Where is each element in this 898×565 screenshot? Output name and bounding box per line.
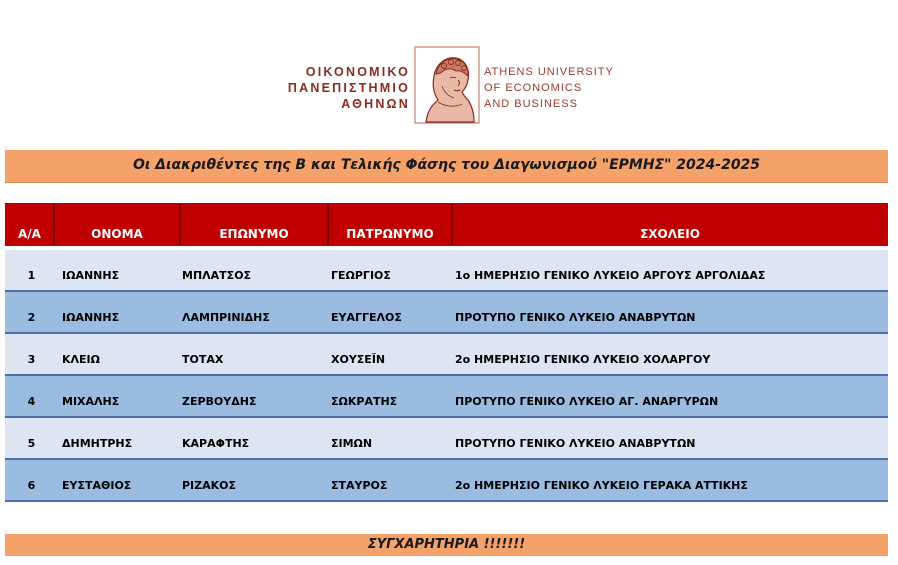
logo-greek-line-1: ΟΙΚΟΝΟΜΙΚΟ: [305, 65, 410, 79]
cell-aa: 3: [27, 353, 36, 366]
cell-onoma: ΔΗΜΗΤΡΗΣ: [62, 437, 133, 450]
cell-patronymo: ΧΟΥΣΕΪΝ: [331, 353, 386, 366]
cell-onoma: ΙΩΑΝΝΗΣ: [62, 269, 120, 282]
logo-english-line-2: OF ECONOMICS: [484, 82, 583, 94]
cell-eponymo: ΜΠΛΑΤΣΟΣ: [182, 269, 252, 282]
cell-sxoleio: ΠΡΟΤΥΠΟ ΓΕΝΙΚΟ ΛΥΚΕΙΟ ΑΝΑΒΡΥΤΩΝ: [455, 311, 696, 324]
cell-patronymo: ΣΤΑΥΡΟΣ: [331, 479, 388, 492]
cell-onoma: ΕΥΣΤΑΘΙΟΣ: [62, 479, 132, 492]
university-logo: [0, 44, 898, 128]
cell-eponymo: ΡΙΖΑΚΟΣ: [182, 479, 237, 492]
logo-greek-text: [288, 64, 410, 112]
header-eponymo: ΕΠΩΝΥΜΟ: [181, 204, 329, 245]
table-row: [5, 250, 888, 292]
results-table: [5, 203, 888, 502]
cell-sxoleio: ΠΡΟΤΥΠΟ ΓΕΝΙΚΟ ΛΥΚΕΙΟ ΑΓ. ΑΝΑΡΓΥΡΩΝ: [455, 395, 719, 408]
header-aa: Α/Α: [6, 204, 55, 245]
cell-aa: 2: [27, 311, 36, 324]
cell-eponymo: ΤΟΤΑΧ: [182, 353, 224, 366]
table-row: [5, 460, 888, 502]
title-banner: Οι Διακριθέντες της Β και Τελικής Φάσης του Διαγωνισμού "ΕΡΜΗΣ" 2024-2025: [5, 150, 888, 183]
cell-sxoleio: ΠΡΟΤΥΠΟ ΓΕΝΙΚΟ ΛΥΚΕΙΟ ΑΝΑΒΡΥΤΩΝ: [455, 437, 696, 450]
cell-eponymo: ΖΕΡΒΟΥΔΗΣ: [182, 395, 257, 408]
cell-onoma: ΙΩΑΝΝΗΣ: [62, 311, 120, 324]
cell-aa: 5: [27, 437, 36, 450]
hermes-head-icon: [414, 46, 480, 124]
header-onoma: ΟΝΟΜΑ: [55, 204, 181, 245]
cell-onoma: ΚΛΕΙΩ: [62, 353, 100, 366]
cell-sxoleio: 1ο ΗΜΕΡΗΣΙΟ ΓΕΝΙΚΟ ΛΥΚΕΙΟ ΑΡΓΟΥΣ ΑΡΓΟΛΙΔΑΣ: [455, 269, 766, 282]
logo-english-line-3: AND BUSINESS: [484, 98, 578, 110]
cell-sxoleio: 2ο ΗΜΕΡΗΣΙΟ ΓΕΝΙΚΟ ΛΥΚΕΙΟ ΧΟΛΑΡΓΟΥ: [455, 353, 711, 366]
logo-greek-line-2: ΠΑΝΕΠΙΣΤΗΜΙΟ: [287, 81, 410, 95]
cell-sxoleio: 2ο ΗΜΕΡΗΣΙΟ ΓΕΝΙΚΟ ΛΥΚΕΙΟ ΓΕΡΑΚΑ ΑΤΤΙΚΗΣ: [455, 479, 748, 492]
cell-patronymo: ΣΙΜΩΝ: [331, 437, 373, 450]
cell-aa: 4: [27, 395, 36, 408]
header-patronymo: ΠΑΤΡΩΝΥΜΟ: [329, 204, 453, 245]
logo-english-line-1: ATHENS UNIVERSITY: [484, 66, 614, 78]
table-row: [5, 376, 888, 418]
header-sxoleio: ΣΧΟΛΕΙΟ: [640, 227, 700, 241]
table-row: [5, 418, 888, 460]
cell-onoma: ΜΙΧΑΛΗΣ: [62, 395, 120, 408]
table-header-row: [5, 203, 888, 246]
table-row: [5, 334, 888, 376]
cell-aa: 6: [27, 479, 36, 492]
cell-patronymo: ΣΩΚΡΑΤΗΣ: [331, 395, 398, 408]
logo-greek-line-3: ΑΘΗΝΩΝ: [341, 97, 410, 111]
cell-patronymo: ΓΕΩΡΓΙΟΣ: [331, 269, 391, 282]
congratulations-banner: ΣΥΓΧΑΡΗΤΗΡΙΑ !!!!!!!: [5, 534, 888, 556]
cell-patronymo: ΕΥΑΓΓΕΛΟΣ: [331, 311, 402, 324]
cell-aa: 1: [27, 269, 36, 282]
table-row: [5, 292, 888, 334]
cell-eponymo: ΚΑΡΑΦΤΗΣ: [182, 437, 250, 450]
cell-eponymo: ΛΑΜΠΡΙΝΙΔΗΣ: [182, 311, 270, 324]
logo-english-text: [484, 64, 614, 112]
